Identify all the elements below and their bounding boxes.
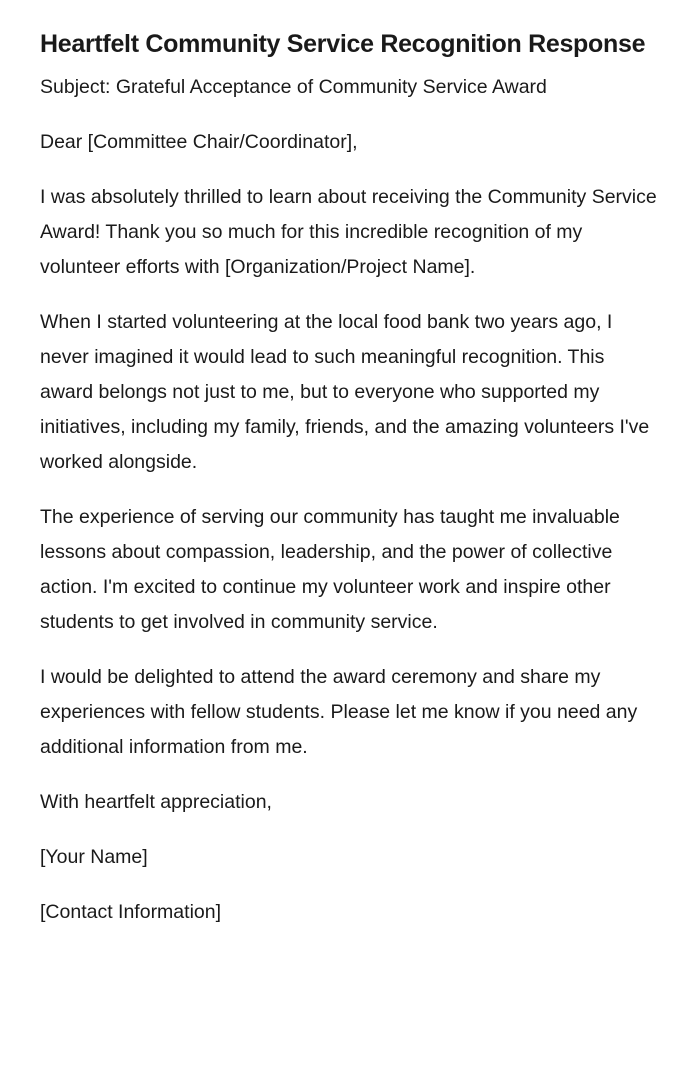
subject-line: Subject: Grateful Acceptance of Community Service Award bbox=[40, 76, 547, 98]
body-paragraph: I was absolutely thrilled to learn about receiving the Community Service Award! Thank you so much for this incredible recognition of my volunteer efforts with [Organization/Project Name]. bbox=[40, 186, 657, 278]
body-paragraph: When I started volunteering at the local food bank two years ago, I never imagined it would lead to such meaningful recognition. This award belongs not just to me, but to everyone who supported my initiatives, including my family, friends, and the amazing volunteers I've worked alongside. bbox=[40, 311, 650, 473]
body-paragraph: I would be delighted to attend the award ceremony and share my experiences with fellow students. Please let me know if you need any additional information from me. bbox=[40, 666, 638, 758]
salutation: Dear [Committee Chair/Coordinator], bbox=[40, 131, 358, 153]
document-title: Heartfelt Community Service Recognition Response bbox=[40, 30, 646, 58]
closing: With heartfelt appreciation, bbox=[40, 791, 272, 813]
signature-name: [Your Name] bbox=[40, 846, 148, 868]
body-paragraph: The experience of serving our community has taught me invaluable lessons about compassion, leadership, and the power of collective action. I'm excited to continue my volunteer work and inspire other students to get involved in community service. bbox=[40, 506, 620, 633]
contact-information: [Contact Information] bbox=[40, 901, 222, 923]
